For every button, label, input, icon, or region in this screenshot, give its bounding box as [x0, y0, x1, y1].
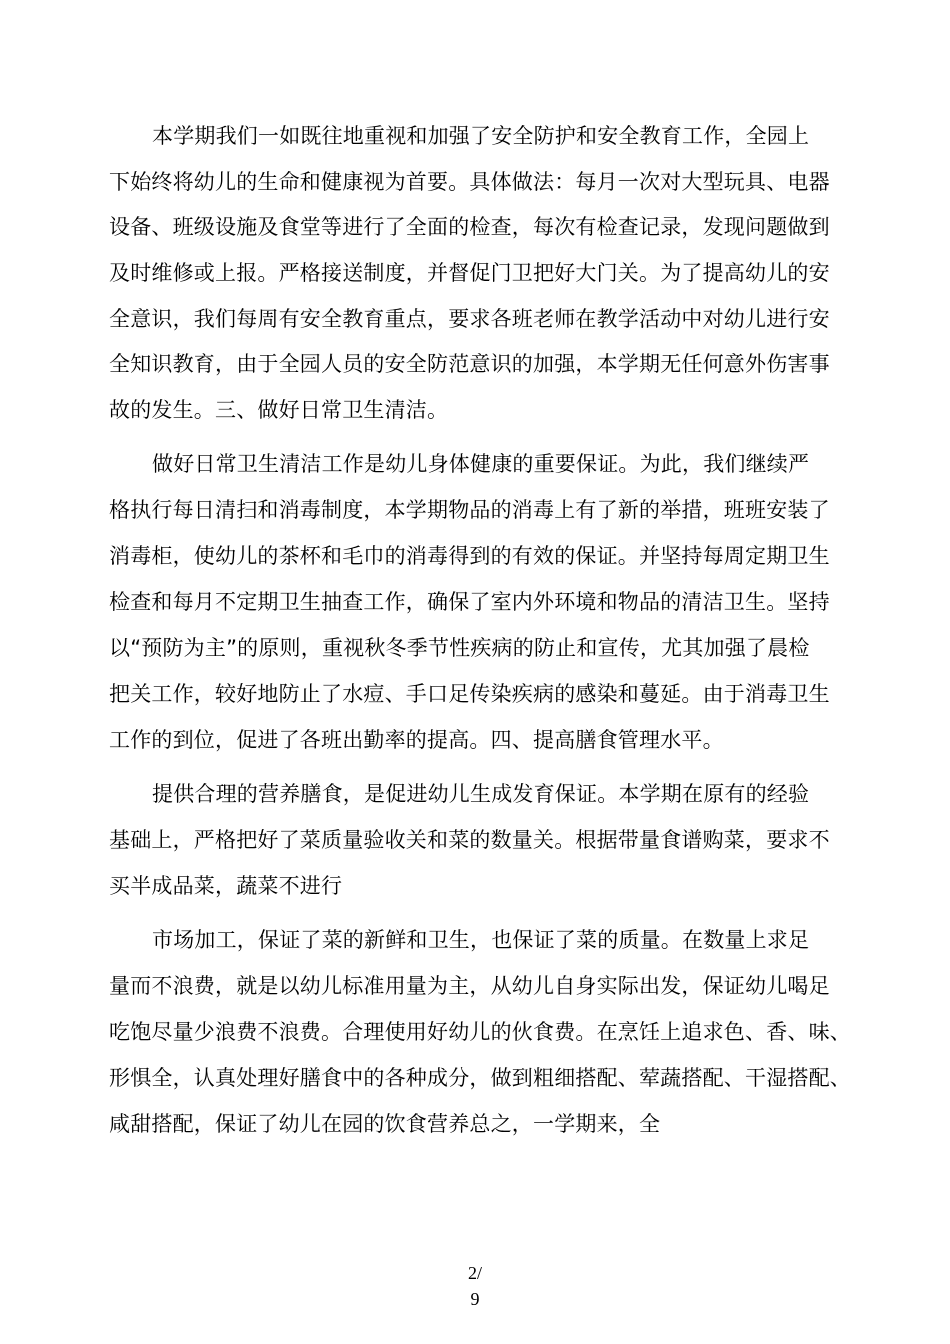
- page-number-top: 2/: [467, 1263, 482, 1283]
- paragraph-line: 全知识教育，由于全园人员的安全防范意识的加强，本学期无任何意外伤害事: [109, 352, 830, 376]
- paragraph-line: 做好日常卫生清洁工作是幼儿身体健康的重要保证。为此，我们继续严: [152, 452, 810, 476]
- paragraph-line: 市场加工，保证了菜的新鲜和卫生，也保证了菜的质量。在数量上求足: [152, 928, 810, 952]
- paragraph-line: 工作的到位，促进了各班出勤率的提高。四、提高膳食管理水平。: [109, 728, 724, 752]
- paragraph-line: 以“预防为主”的原则，重视秋冬季节性疾病的防止和宣传，尤其加强了晨检: [109, 636, 810, 660]
- paragraph-line: 量而不浪费，就是以幼儿标准用量为主，从幼儿自身实际出发，保证幼儿喝足: [109, 974, 830, 998]
- paragraph-line: 提供合理的营养膳食，是促进幼儿生成发育保证。本学期在原有的经验: [152, 782, 810, 806]
- paragraph-line: 检查和每月不定期卫生抽查工作，确保了室内外环境和物品的清洁卫生。坚持: [109, 590, 830, 614]
- paragraph-line: 吃饱尽量少浪费不浪费。合理使用好幼儿的伙食费。在烹饪上追求色、香、味、: [109, 1020, 851, 1044]
- paragraph-line: 故的发生。三、做好日常卫生清洁。: [109, 398, 449, 422]
- paragraph-line: 下始终将幼儿的生命和健康视为首要。具体做法：每月一次对大型玩具、电器: [109, 170, 830, 194]
- paragraph-line: 基础上，严格把好了菜质量验收关和菜的数量关。根据带量食谱购菜，要求不: [109, 828, 830, 852]
- paragraph-line: 咸甜搭配，保证了幼儿在园的饮食营养总之，一学期来，全: [109, 1112, 661, 1136]
- paragraph-line: 及时维修或上报。严格接送制度，并督促门卫把好大门关。为了提高幼儿的安: [109, 261, 830, 285]
- page-number-bottom: 9: [470, 1289, 480, 1309]
- paragraph-line: 把关工作，较好地防止了水痘、手口足传染疾病的感染和蔓延。由于消毒卫生: [109, 682, 830, 706]
- paragraph-line: 设备、班级设施及食堂等进行了全面的检查，每次有检查记录，发现问题做到: [109, 215, 830, 239]
- paragraph-line: 本学期我们一如既往地重视和加强了安全防护和安全教育工作，全园上: [152, 124, 810, 148]
- paragraph-line: 消毒柜，使幼儿的茶杯和毛巾的消毒得到的有效的保证。并坚持每周定期卫生: [109, 544, 830, 568]
- paragraph-line: 形惧全，认真处理好膳食中的各种成分，做到粗细搭配、荤蔬搭配、干湿搭配、: [109, 1066, 851, 1090]
- paragraph-line: 全意识，我们每周有安全教育重点，要求各班老师在教学活动中对幼儿进行安: [109, 307, 830, 331]
- paragraph-line: 格执行每日清扫和消毒制度，本学期物品的消毒上有了新的举措，班班安装了: [109, 498, 830, 522]
- paragraph-line: 买半成品菜，蔬菜不进行: [109, 874, 343, 898]
